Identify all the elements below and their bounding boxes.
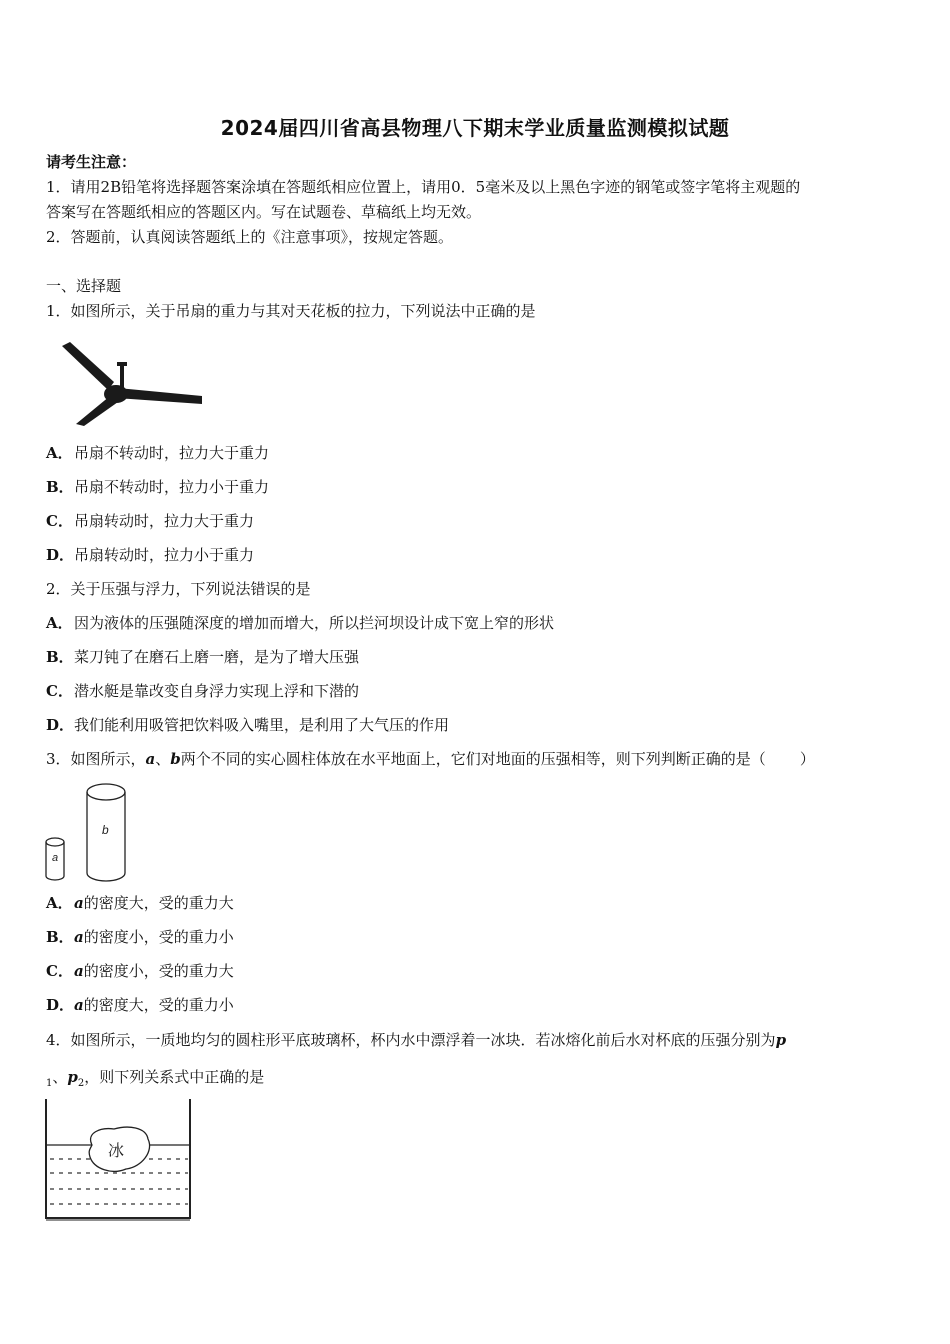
stem-sep: 、 xyxy=(52,1068,68,1086)
stem-rest: 两个不同的实心圆柱体放在水平地面上，它们对地面的压强相等，则下列判断正确的是（ xyxy=(180,750,766,768)
question-2-option-a[interactable] xyxy=(46,613,906,633)
cylinders-drawing xyxy=(46,784,125,881)
option-letter: B． xyxy=(46,648,74,666)
option-var: a xyxy=(74,996,84,1014)
question-3-option-b[interactable] xyxy=(46,927,906,947)
option-var: a xyxy=(74,928,84,946)
question-1-stem: 1．如图所示，关于吊扇的重力与其对天花板的拉力，下列说法中正确的是 xyxy=(46,302,536,320)
subscript-1: 1 xyxy=(46,1078,53,1089)
page-title: 2024届四川省高县物理八下期末学业质量监测模拟试题 xyxy=(220,116,730,140)
question-3-option-a[interactable] xyxy=(46,893,906,913)
option-letter: A． xyxy=(46,614,73,632)
ceiling-fan-drawing xyxy=(62,342,202,426)
question-3-option-c[interactable] xyxy=(46,961,906,981)
notice-item-1-line-2: 答案写在答题纸相应的答题区内。写在试题卷、草稿纸上均无效。 xyxy=(46,203,482,221)
option-letter: D． xyxy=(46,716,75,734)
stem-prefix: 3．如图所示， xyxy=(46,750,146,768)
option-text: 的密度小，受的重力小 xyxy=(83,928,234,946)
subscript-2: 2 xyxy=(77,1078,85,1089)
option-text: 我们能利用吸管把饮料吸入嘴里，是利用了大气压的作用 xyxy=(74,716,450,734)
question-2-stem: 2．关于压强与浮力，下列说法错误的是 xyxy=(46,580,311,598)
cylinder-b-label: b xyxy=(102,823,109,837)
option-var: a xyxy=(74,962,84,980)
stem-rest: ，则下列关系式中正确的是 xyxy=(84,1068,265,1086)
option-text: 吊扇转动时，拉力小于重力 xyxy=(74,546,255,564)
var-a: a xyxy=(145,750,156,768)
notice-heading: 请考生注意： xyxy=(46,153,137,171)
question-3-stem xyxy=(46,749,906,769)
option-letter: B． xyxy=(46,928,74,946)
ceiling-fan-figure xyxy=(56,338,206,430)
option-letter: D． xyxy=(46,546,75,564)
cylinder-a-label: a xyxy=(52,852,59,864)
section-heading-choice: 一、选择题 xyxy=(46,277,122,295)
option-letter: A． xyxy=(46,444,73,462)
option-text: 的密度大，受的重力大 xyxy=(83,894,234,912)
option-text: 菜刀钝了在磨石上磨一磨，是为了增大压强 xyxy=(74,648,360,666)
cylinders-figure xyxy=(42,780,134,882)
glass-with-ice-figure xyxy=(42,1097,194,1223)
notice-item-1-line-1: 1．请用2B铅笔将选择题答案涂填在答题纸相应位置上，请用0．5毫米及以上黑色字迹的钢笔或签字笔将主观题的 xyxy=(46,178,801,196)
option-letter: C． xyxy=(46,512,73,530)
option-text: 吊扇不转动时，拉力小于重力 xyxy=(74,478,270,496)
question-2-option-b[interactable] xyxy=(46,647,906,667)
option-letter: C． xyxy=(46,962,73,980)
question-1-option-b[interactable] xyxy=(46,477,906,497)
question-2-option-c[interactable] xyxy=(46,681,906,701)
notice-item-2: 2．答题前，认真阅读答题纸上的《注意事项》，按规定答题。 xyxy=(46,228,454,246)
option-text: 吊扇不转动时，拉力大于重力 xyxy=(74,444,270,462)
var-b: b xyxy=(170,750,181,768)
stem-sep: 、 xyxy=(155,750,171,768)
option-letter: D． xyxy=(46,996,75,1014)
question-4-stem-line-2 xyxy=(46,1067,906,1094)
var-p: p xyxy=(775,1031,787,1049)
option-text: 的密度大，受的重力小 xyxy=(83,996,234,1014)
question-1-option-c[interactable] xyxy=(46,511,906,531)
question-3-option-d[interactable] xyxy=(46,995,906,1015)
question-1-option-d[interactable] xyxy=(46,545,906,565)
question-2-option-d[interactable] xyxy=(46,715,906,735)
ice-label: 冰 xyxy=(108,1141,125,1160)
option-letter: C． xyxy=(46,682,73,700)
option-text: 因为液体的压强随深度的增加而增大，所以拦河坝设计成下宽上窄的形状 xyxy=(74,614,555,632)
question-4-stem-line-1 xyxy=(46,1030,906,1050)
option-letter: B． xyxy=(46,478,74,496)
stem-close: ） xyxy=(799,750,815,768)
option-text: 的密度小，受的重力大 xyxy=(83,962,234,980)
question-1-option-a[interactable] xyxy=(46,443,906,463)
var-p2: p xyxy=(67,1068,78,1086)
option-var: a xyxy=(74,894,84,912)
option-letter: A． xyxy=(46,894,73,912)
option-text: 吊扇转动时，拉力大于重力 xyxy=(74,512,255,530)
option-text: 潜水艇是靠改变自身浮力实现上浮和下潜的 xyxy=(74,682,360,700)
stem-line-1: 4．如图所示，一质地均匀的圆柱形平底玻璃杯，杯内水中漂浮着一冰块．若冰熔化前后水对杯底的压强分别为 xyxy=(46,1031,776,1049)
